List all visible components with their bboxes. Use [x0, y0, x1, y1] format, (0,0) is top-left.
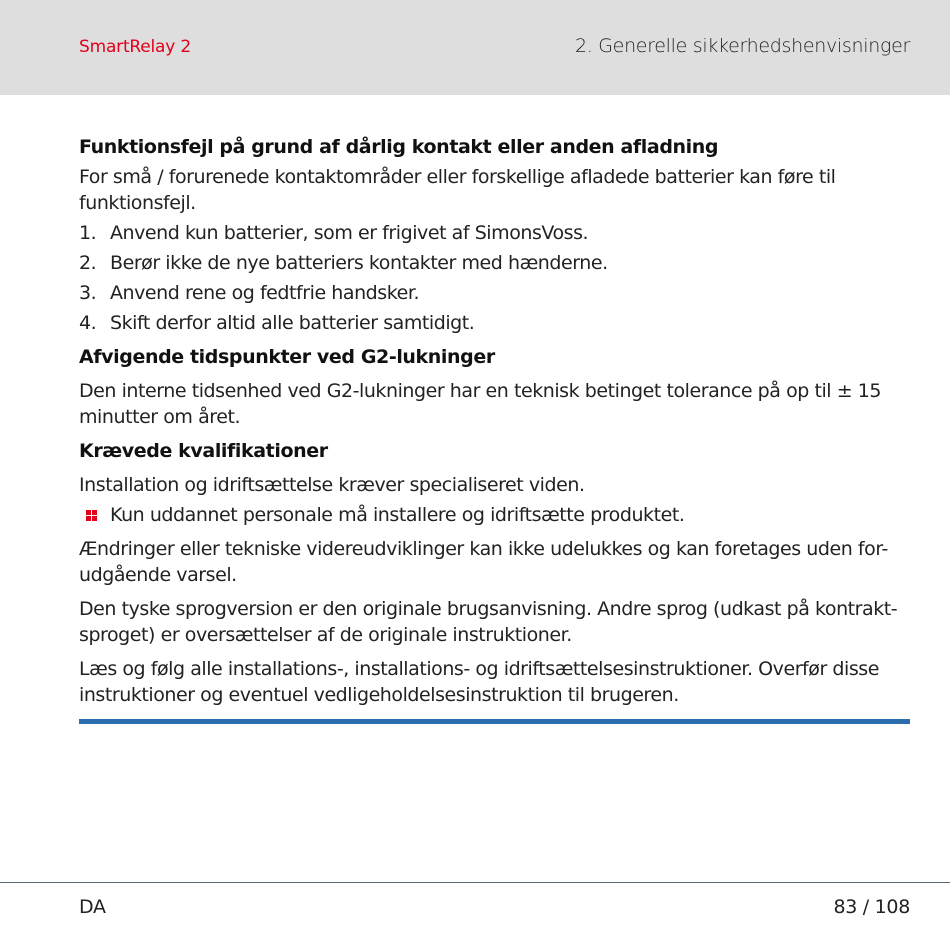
qualification-bullet [79, 502, 910, 528]
g2-timing-text: Den interne tidsenhed ved G2-lukninger har en teknisk betinget tolerance på op til ± 15 minutter om året. [79, 380, 882, 428]
page-content [79, 134, 910, 708]
step-text: Berør ikke de nye batteriers kontakter med hænderne. [110, 252, 608, 274]
product-name: SmartRelay 2 [79, 37, 191, 57]
step-number: 2. [79, 252, 97, 274]
malfunction-text: For små / forurenede kontaktområder eller forskellige afladede batterier kan føre til funktionsfejl. [79, 166, 836, 214]
step-text: Skift derfor altid alle batterier samtidigt. [110, 312, 475, 334]
bullet-text: Kun uddannet personale må installere og idriftsætte produktet. [110, 504, 685, 526]
page-number: 83 / 108 [833, 896, 910, 918]
step-text: Anvend rene og fedtfrie handsker. [110, 282, 420, 304]
step-text: Anvend kun batterier, som er frigivet af SimonsVoss. [110, 222, 589, 244]
section-heading-malfunction: Funktionsfejl på grund af dårlig kontakt eller anden afladning [79, 136, 719, 158]
battery-steps-list [79, 220, 910, 336]
qualifications-text: Installation og idriftsættelse kræver specialiseret viden. [79, 474, 585, 496]
section-heading-g2-timing: Afvigende tidspunkter ved G2-lukninger [79, 346, 495, 368]
list-item [79, 220, 910, 246]
red-square-bullet-icon [86, 510, 97, 521]
section-end-rule [79, 719, 910, 724]
footer-divider [0, 882, 950, 883]
step-number: 4. [79, 312, 97, 334]
list-item [79, 310, 910, 336]
list-item [79, 250, 910, 276]
step-number: 1. [79, 222, 97, 244]
section-heading-qualifications: Krævede kvalifikationer [79, 440, 328, 462]
footer-language: DA [79, 896, 106, 918]
page-header [0, 0, 950, 95]
chapter-title: 2. Generelle sikkerhedshenvisninger [574, 35, 910, 57]
list-item [79, 280, 910, 306]
changes-notice: Ændringer eller tekniske videreudviklinger kan ikke udelukkes og kan foretages uden for-udgående varsel. [79, 538, 888, 586]
language-notice: Den tyske sprogversion er den originale brugsanvisning. Andre sprog (udkast på kontrakt-sproget) er oversættelser af de originale instruktioner. [79, 598, 898, 646]
follow-instructions-notice: Læs og følg alle installations-, installations- og idriftsættelsesinstruktioner. Overfør disse instruktioner og eventuel vedligeholdelsesinstruktion til brugeren. [79, 658, 879, 706]
step-number: 3. [79, 282, 97, 304]
